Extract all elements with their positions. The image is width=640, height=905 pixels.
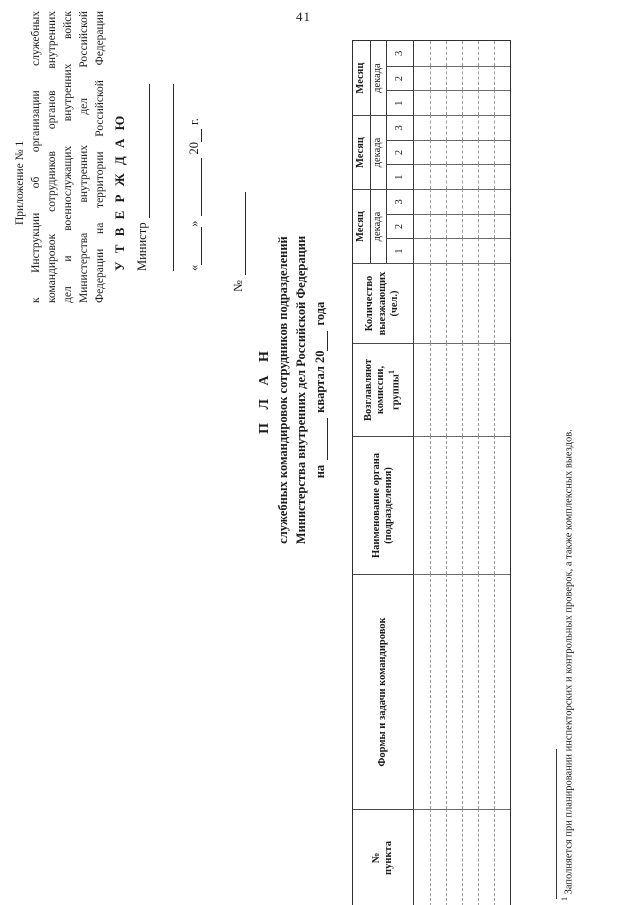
table-empty-cell	[446, 343, 462, 436]
table-empty-cell	[430, 574, 446, 809]
minister-signature-line	[135, 84, 150, 271]
table-empty-cell	[430, 238, 446, 263]
table-empty-cell	[462, 574, 478, 809]
table-empty-cell	[430, 214, 446, 239]
table-empty-cell	[462, 343, 478, 436]
table-empty-cell	[494, 263, 510, 343]
title-line3: Министерства внутренних дел Российской Федерации	[294, 235, 308, 545]
table-empty-cell	[494, 343, 510, 436]
table-empty-cell	[462, 238, 478, 263]
month-blank-field	[188, 159, 202, 217]
year-blank-field	[188, 129, 202, 142]
table-empty-cell	[430, 809, 446, 905]
table-empty-cell	[462, 41, 478, 66]
table-empty-cell	[462, 164, 478, 189]
annex-line: к Инструкции об организации служебных	[30, 11, 42, 303]
header-forms-tasks: Формы и задачи командировок	[353, 574, 414, 809]
book-page-number: 41	[296, 9, 311, 24]
approval-block	[112, 84, 202, 271]
table-empty-cell	[478, 90, 494, 115]
header-departing-count: Количество выезжающих (чел.)	[353, 263, 414, 343]
table-empty-cell	[462, 90, 478, 115]
footnote-separator-rule	[556, 749, 557, 899]
table-empty-cell	[414, 164, 430, 189]
footnote-ref: 1	[560, 897, 569, 901]
header-dekada-col: 3	[387, 115, 414, 140]
approve-heading: У Т В Е Р Ж Д А Ю	[112, 113, 127, 271]
table-empty-cell	[414, 66, 430, 91]
table-empty-cell	[414, 809, 430, 905]
year-prefix: 20	[187, 142, 201, 155]
table-empty-cell	[430, 66, 446, 91]
minister-label: Министр	[135, 222, 149, 271]
table-empty-cell	[494, 238, 510, 263]
table-empty-cell	[446, 214, 462, 239]
header-dekada-col: 1	[387, 164, 414, 189]
table-empty-cell	[478, 263, 494, 343]
annex-line: командировок сотрудников органов внутренних	[46, 11, 58, 303]
table-empty-cell	[414, 436, 430, 574]
header-dekada-3: декада	[371, 41, 387, 115]
table-empty-cell	[430, 90, 446, 115]
header-dekada-col: 3	[387, 41, 414, 66]
table-empty-cell	[414, 574, 430, 809]
date-line	[187, 84, 202, 271]
header-org-name: Наименование органа (подразделения)	[353, 436, 414, 574]
table-empty-cell	[462, 189, 478, 214]
close-quote: »	[187, 220, 201, 227]
document-title-block	[257, 227, 328, 553]
table-empty-cell	[430, 263, 446, 343]
table-empty-cell	[462, 809, 478, 905]
table-empty-cell	[430, 189, 446, 214]
table-empty-cell	[478, 436, 494, 574]
header-dekada-col: 2	[387, 140, 414, 165]
header-month-3: Месяц	[353, 41, 371, 115]
title-line2: служебных командировок сотрудников подразделений	[276, 236, 290, 544]
table-empty-cell	[462, 115, 478, 140]
period-prefix: на	[313, 464, 327, 479]
table-empty-cell	[494, 90, 510, 115]
header-dekada-col: 3	[387, 189, 414, 214]
table-empty-cell	[462, 214, 478, 239]
header-dekada-col: 1	[387, 90, 414, 115]
table-empty-cell	[494, 214, 510, 239]
table-empty-cell	[462, 436, 478, 574]
table-empty-cell	[446, 41, 462, 66]
table-empty-cell	[478, 66, 494, 91]
annex-line: дел и военнослужащих внутренних войск	[62, 11, 74, 303]
table-empty-cell	[430, 41, 446, 66]
year-suffix: г.	[187, 118, 201, 125]
table-empty-cell	[478, 41, 494, 66]
signature-blank-field	[161, 84, 174, 271]
table-empty-cell	[414, 238, 430, 263]
table-empty-cell	[414, 214, 430, 239]
table-empty-cell	[446, 574, 462, 809]
number-blank-field	[232, 192, 246, 275]
footnote-text: $^1$ Заполняется при планировании инспекторских и контрольных проверок, а также комплексных выездов.	[560, 429, 575, 901]
table-empty-cell	[494, 809, 510, 905]
table-empty-cell	[446, 809, 462, 905]
table-empty-cell	[446, 436, 462, 574]
header-dekada-col: 1	[387, 238, 414, 263]
table-empty-cell	[494, 436, 510, 574]
period-suffix: года	[313, 301, 327, 326]
table-empty-cell	[494, 189, 510, 214]
table-empty-cell	[446, 115, 462, 140]
title-period-line	[313, 227, 328, 553]
table-empty-cell	[478, 140, 494, 165]
table-empty-cell	[414, 115, 430, 140]
table-empty-cell	[430, 115, 446, 140]
table-empty-cell	[414, 189, 430, 214]
table-empty-cell	[446, 90, 462, 115]
quarter-blank-field	[314, 418, 328, 460]
table-empty-cell	[478, 238, 494, 263]
table-empty-cell	[414, 140, 430, 165]
period-mid: квартал 20	[313, 350, 327, 413]
header-dekada-1: декада	[371, 189, 387, 263]
table-empty-cell	[478, 164, 494, 189]
header-month-2: Месяц	[353, 115, 371, 189]
table-empty-cell	[494, 41, 510, 66]
table-empty-cell	[462, 66, 478, 91]
table-empty-cell	[430, 140, 446, 165]
table-empty-cell	[478, 809, 494, 905]
table-empty-cell	[414, 41, 430, 66]
table-empty-cell	[462, 140, 478, 165]
table-empty-cell	[446, 189, 462, 214]
table-empty-cell	[494, 140, 510, 165]
annex-title: Приложение № 1	[14, 140, 26, 225]
trip-plan-table	[352, 40, 511, 905]
document-number-line	[231, 192, 246, 292]
header-dekada-col: 2	[387, 214, 414, 239]
day-blank-field	[188, 227, 202, 265]
table-empty-cell	[414, 90, 430, 115]
annex-line: Министерства внутренних дел Российской	[78, 11, 90, 303]
header-dekada-col: 2	[387, 66, 414, 91]
table-empty-cell	[430, 436, 446, 574]
header-point-number: № пункта	[353, 809, 414, 905]
table-empty-cell	[478, 189, 494, 214]
header-commission-lead: Возглавляют комиссии, группы$^1$	[353, 343, 414, 436]
minister-blank-field	[136, 84, 150, 218]
table-empty-cell	[494, 574, 510, 809]
table-empty-cell	[494, 164, 510, 189]
table-empty-cell	[414, 343, 430, 436]
annex-line: Федерации на территории Российской Федерации	[94, 11, 106, 303]
title-year-blank-field	[314, 331, 328, 351]
header-month-1: Месяц	[353, 189, 371, 263]
table-empty-cell	[494, 66, 510, 91]
table-empty-cell	[446, 66, 462, 91]
annex-header-block	[12, 11, 108, 303]
table-empty-cell	[462, 263, 478, 343]
table-empty-cell	[446, 238, 462, 263]
header-dekada-2: декада	[371, 115, 387, 189]
table-empty-cell	[494, 115, 510, 140]
table-empty-cell	[478, 115, 494, 140]
title-plan: П Л А Н	[257, 346, 272, 434]
footnote-ref-marker: 1	[387, 369, 397, 374]
table-empty-cell	[414, 263, 430, 343]
table-empty-cell	[478, 574, 494, 809]
table-empty-cell	[478, 214, 494, 239]
table-empty-cell	[446, 140, 462, 165]
table-empty-cell	[446, 164, 462, 189]
table-empty-cell	[430, 343, 446, 436]
table-empty-cell	[446, 263, 462, 343]
number-label: №	[231, 280, 245, 292]
open-quote: «	[187, 264, 201, 271]
table-empty-cell	[430, 164, 446, 189]
table-empty-cell	[478, 343, 494, 436]
